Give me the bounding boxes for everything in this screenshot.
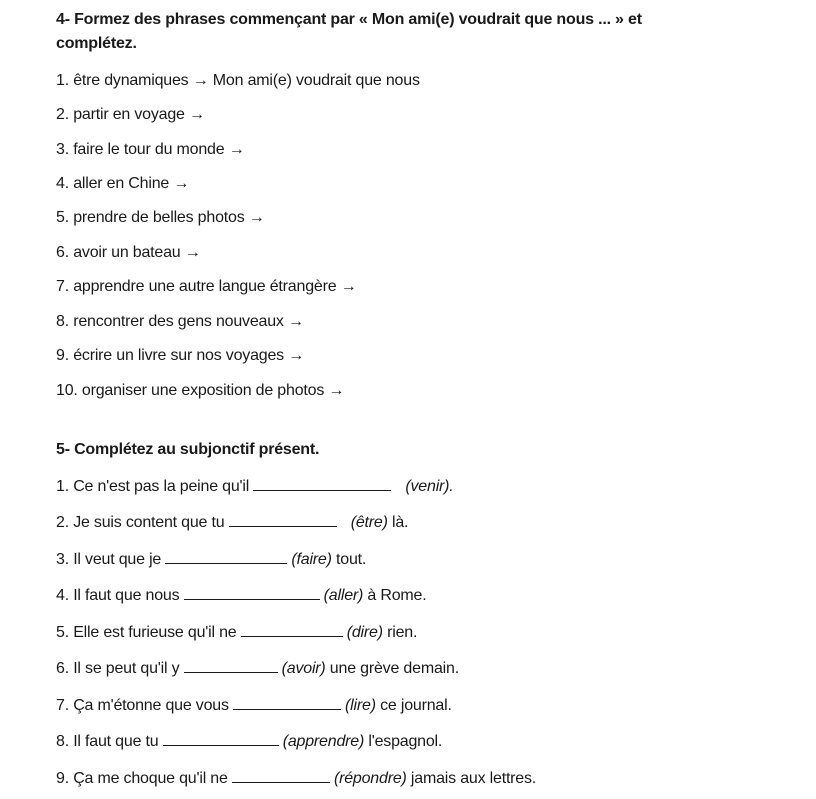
list-item	[56, 141, 245, 159]
item-prompt: 5. Elle est furieuse qu'il ne	[56, 624, 241, 641]
arrow-icon: →	[192, 72, 209, 89]
answer-blank[interactable]	[232, 768, 330, 783]
exercise-item	[56, 695, 452, 715]
arrow-icon: →	[248, 209, 265, 226]
exercise-item	[56, 585, 426, 605]
item-text: 1. être dynamiques	[56, 72, 189, 89]
item-text: 6. avoir un bateau	[56, 244, 181, 261]
list-item	[56, 244, 201, 262]
answer-blank[interactable]	[229, 512, 337, 527]
exercise-item	[56, 731, 442, 751]
verb-hint: (venir).	[405, 478, 454, 495]
arrow-icon: →	[328, 382, 345, 399]
verb-hint: (lire)	[345, 697, 376, 714]
verb-hint: (aller)	[323, 587, 364, 604]
item-prompt: 6. Il se peut qu'il y	[56, 660, 184, 677]
arrow-icon: →	[340, 278, 357, 295]
item-prompt: 8. Il faut que tu	[56, 733, 163, 750]
verb-hint: (être)	[350, 514, 388, 531]
answer-blank[interactable]	[163, 731, 279, 746]
item-prompt: 7. Ça m'étonne que vous	[56, 697, 234, 714]
item-prompt: 4. Il faut que nous	[56, 587, 184, 604]
answer-blank[interactable]	[233, 695, 341, 710]
list-item	[56, 278, 356, 296]
item-text: 5. prendre de belles photos	[56, 209, 245, 226]
arrow-icon: →	[173, 175, 190, 192]
exercise-item	[56, 768, 536, 788]
answer-blank[interactable]	[165, 549, 287, 564]
exercise-item	[56, 512, 408, 532]
list-item	[56, 72, 420, 90]
list-item	[56, 382, 344, 400]
item-text: 8. rencontrer des gens nouveaux	[56, 313, 284, 330]
exercise-5-title: 5- Complétez au subjonctif présent.	[56, 441, 320, 458]
answer-blank[interactable]	[241, 622, 343, 637]
verb-hint: (faire)	[291, 551, 332, 568]
answer-blank[interactable]	[184, 585, 320, 600]
answer-blank[interactable]	[184, 658, 278, 673]
exercise-4-title-cont: complétez.	[56, 35, 137, 52]
verb-hint: (avoir)	[281, 660, 326, 677]
item-text: 10. organiser une exposition de photos	[56, 382, 325, 399]
verb-hint: (dire)	[346, 624, 383, 641]
list-item	[56, 175, 189, 193]
list-item	[56, 347, 304, 365]
item-rest: là.	[387, 514, 409, 531]
item-rest: ce journal.	[375, 697, 452, 714]
exercise-item	[56, 658, 459, 678]
list-item	[56, 209, 265, 227]
verb-hint: (apprendre)	[282, 733, 365, 750]
item-rest: rien.	[382, 624, 418, 641]
exercise-4-title: 4- Formez des phrases commençant par « Mon ami(e) voudrait que nous ... » et	[56, 11, 642, 28]
item-answer: Mon ami(e) voudrait que nous	[208, 72, 420, 89]
exercise-item	[56, 549, 366, 569]
item-prompt: 1. Ce n'est pas la peine qu'il	[56, 478, 254, 495]
item-rest: tout.	[331, 551, 367, 568]
item-text: 7. apprendre une autre langue étrangère	[56, 278, 337, 295]
list-item	[56, 313, 304, 331]
item-rest: l'espagnol.	[364, 733, 443, 750]
arrow-icon: →	[287, 313, 304, 330]
item-prompt: 3. Il veut que je	[56, 551, 166, 568]
list-item	[56, 106, 205, 124]
arrow-icon: →	[288, 347, 305, 364]
arrow-icon: →	[184, 244, 201, 261]
item-rest: à Rome.	[363, 587, 427, 604]
item-prompt: 2. Je suis content que tu	[56, 514, 229, 531]
item-text: 3. faire le tour du monde	[56, 141, 225, 158]
item-rest: une grève demain.	[325, 660, 459, 677]
item-rest: jamais aux lettres.	[406, 770, 537, 787]
arrow-icon: →	[188, 106, 205, 123]
item-text: 4. aller en Chine	[56, 175, 170, 192]
arrow-icon: →	[228, 141, 245, 158]
item-prompt: 9. Ça me choque qu'il ne	[56, 770, 232, 787]
exercise-item	[56, 476, 454, 496]
item-text: 2. partir en voyage	[56, 106, 185, 123]
item-text: 9. écrire un livre sur nos voyages	[56, 347, 284, 364]
answer-blank[interactable]	[253, 476, 391, 491]
verb-hint: (répondre)	[333, 770, 407, 787]
exercise-item	[56, 622, 417, 642]
